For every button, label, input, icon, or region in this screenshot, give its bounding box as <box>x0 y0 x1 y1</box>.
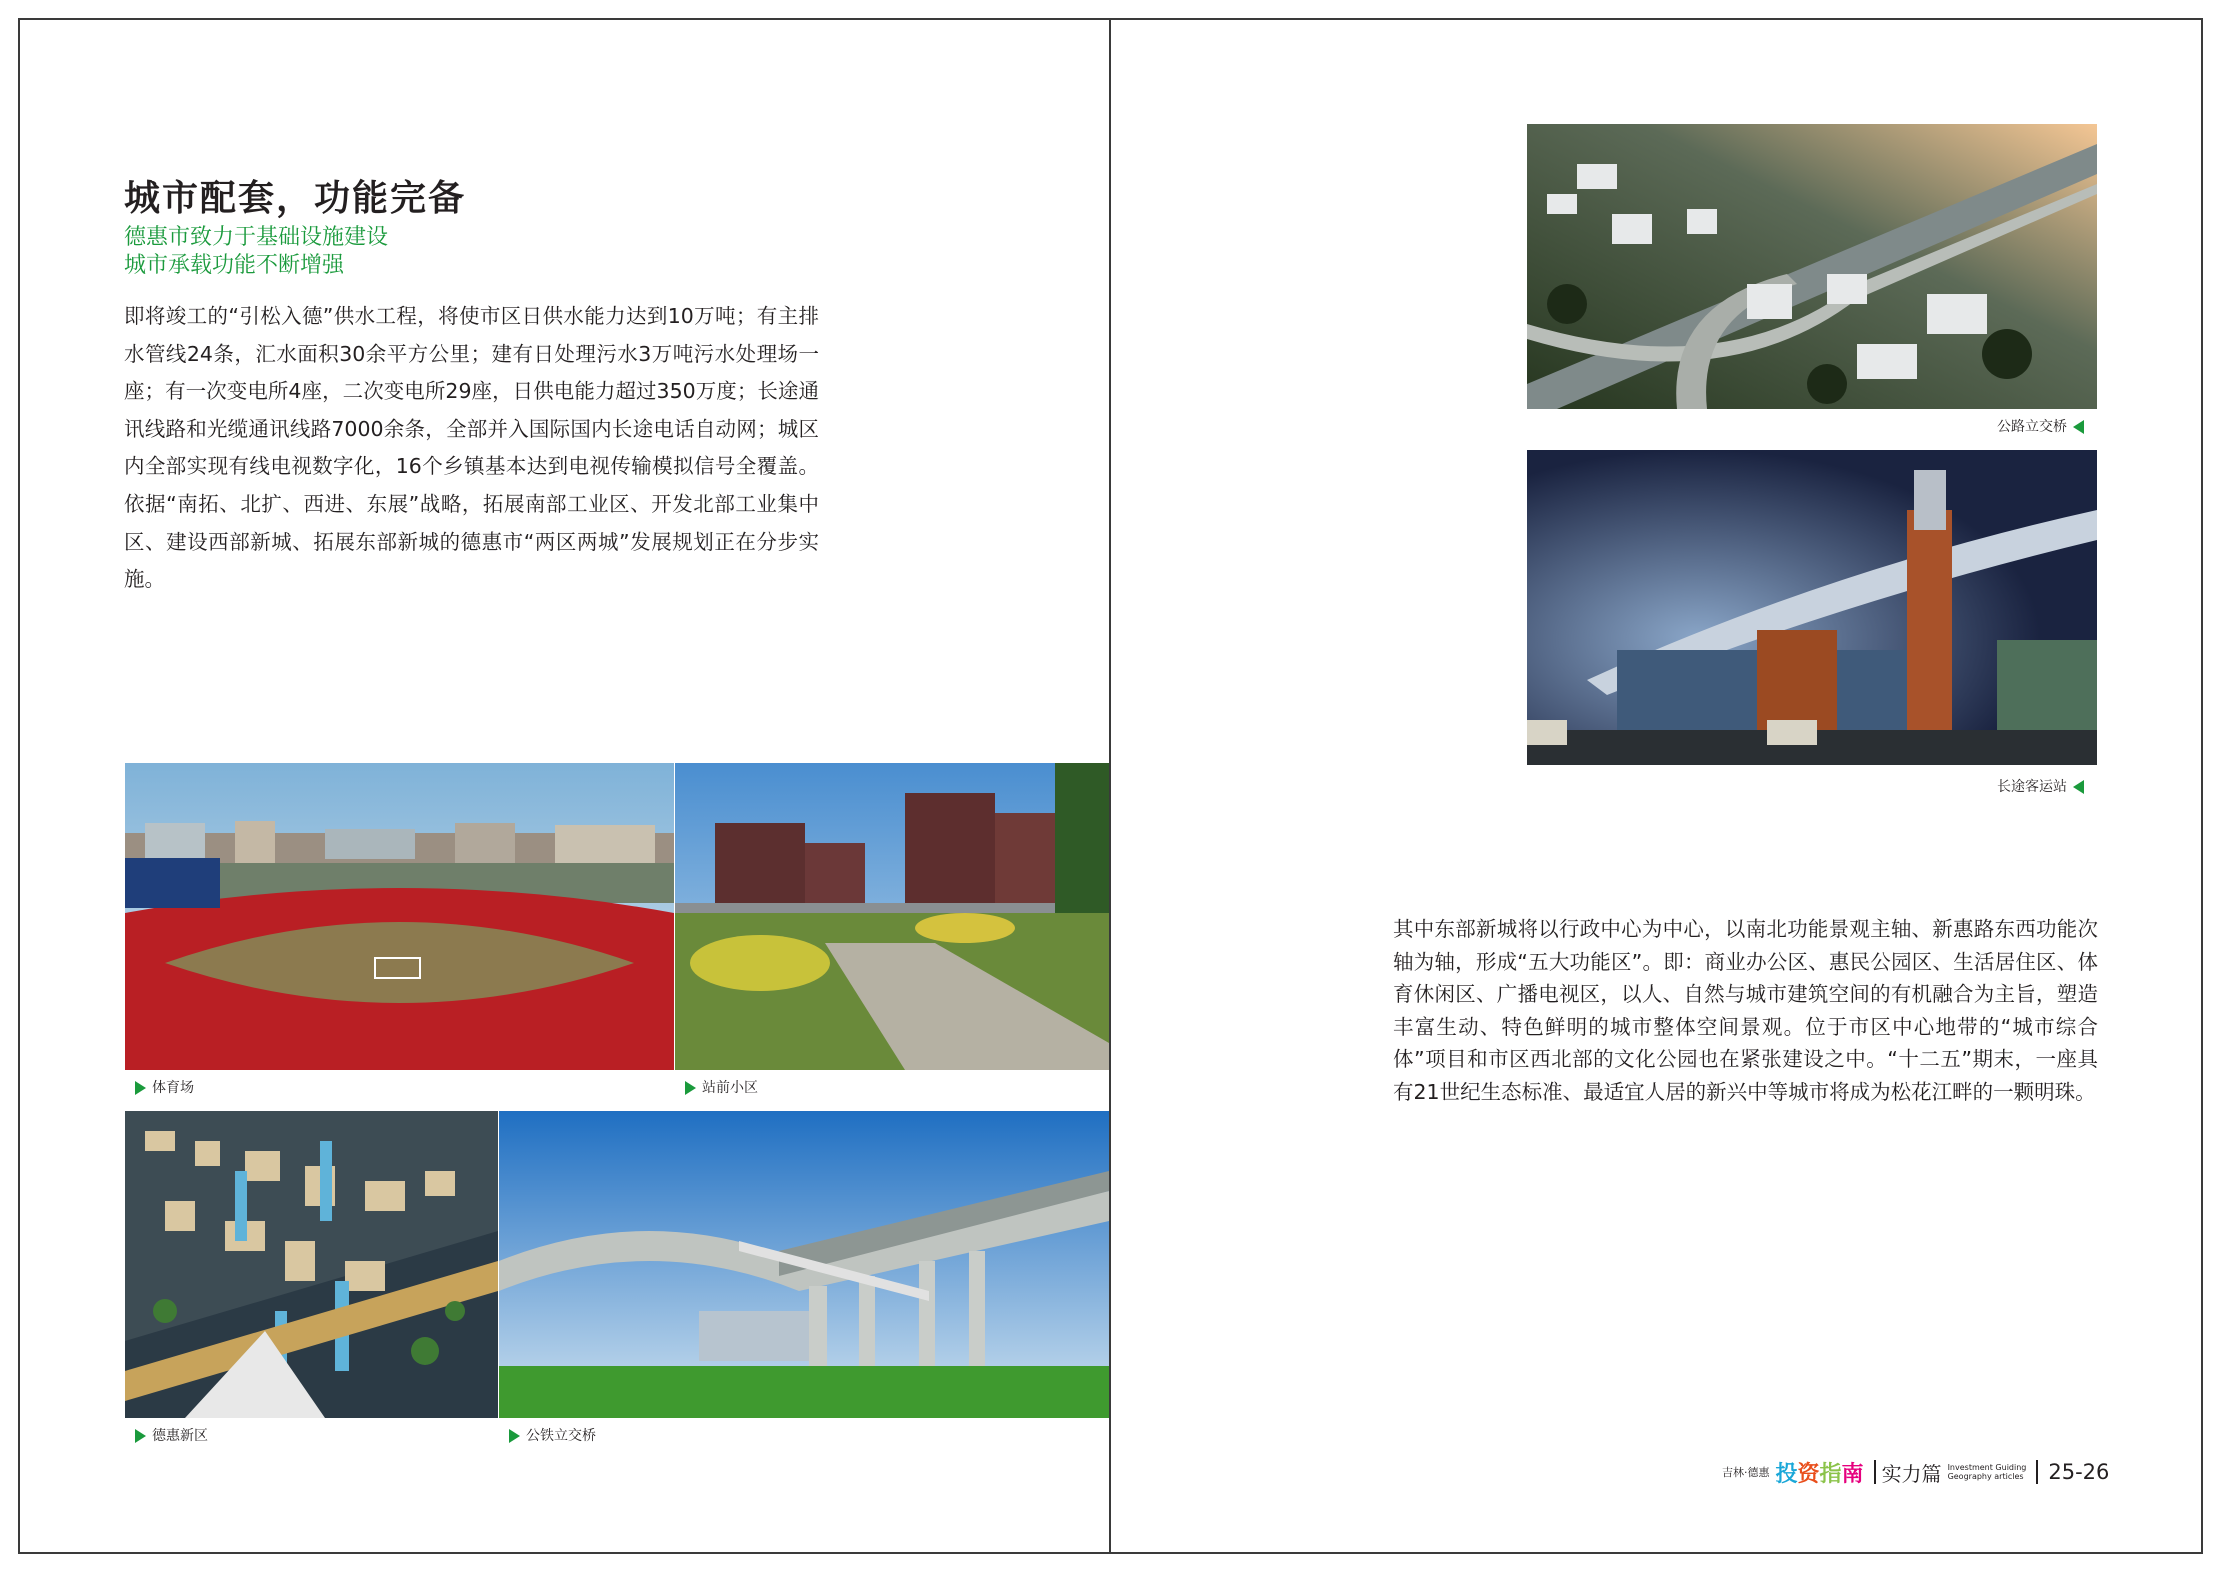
subtitle-line-2: 城市承载功能不断增强 <box>124 253 345 278</box>
brand-char-3: 指 <box>1819 1461 1842 1487</box>
photo-bus-terminal <box>1527 450 2097 765</box>
footer-section: 实力篇 <box>1881 1461 1942 1486</box>
photo-stadium <box>125 763 674 1070</box>
page-title: 城市配套，功能完备 <box>124 178 467 219</box>
play-triangle-icon <box>135 1081 146 1095</box>
book-spine <box>1109 18 1111 1554</box>
body-paragraph-right: 其中东部新城将以行政中心为中心，以南北功能景观主轴、新惠路东西功能次轴为轴，形成“五大功能区”。即：商业办公区、惠民公园区、生活居住区、体育休闲区、广播电视区，以人、自然与城市建筑空间的有机融合为主旨，塑造丰富生动、特色鲜明的城市整体空间景观。位于市区中心地带的“城市综合体”项目和市区西北部的文化公园也在紧张建设之中。“十二五”期末，一座具有21世纪生态标准、最适宜人居的新兴中等城市将成为松花江畔的一颗明珠。 <box>1393 917 2098 1104</box>
caption-stadium: 体育场 <box>135 1077 194 1097</box>
photo-station-residential <box>675 763 1109 1070</box>
footer-location: 吉林·德惠 <box>1722 1466 1770 1479</box>
page-numbers: 25-26 <box>2048 1460 2110 1484</box>
brand-char-4: 南 <box>1841 1461 1864 1487</box>
photo-rail-overpass <box>499 1111 1109 1418</box>
footer-divider <box>2036 1460 2038 1484</box>
footer-brand <box>1776 1457 1864 1488</box>
footer-english <box>1948 1463 2027 1481</box>
left-triangle-icon <box>2073 780 2084 794</box>
caption-rail-overpass: 公铁立交桥 <box>509 1425 596 1445</box>
footer-divider <box>1874 1460 1876 1484</box>
photo-highway-interchange <box>1527 124 2097 409</box>
caption-new-district: 德惠新区 <box>135 1425 208 1445</box>
brand-char-1: 投 <box>1775 1461 1798 1487</box>
caption-bus-terminal: 长途客运站 <box>1997 776 2084 796</box>
brand-char-2: 资 <box>1797 1461 1820 1487</box>
subtitle-line-1: 德惠市致力于基础设施建设 <box>124 225 389 250</box>
play-triangle-icon <box>685 1081 696 1095</box>
caption-station-residential: 站前小区 <box>685 1077 758 1097</box>
page-footer <box>1722 1455 2109 1489</box>
photo-new-district <box>125 1111 498 1418</box>
play-triangle-icon <box>509 1429 520 1443</box>
caption-highway-interchange: 公路立交桥 <box>1997 416 2084 436</box>
footer-english-line-1: Investment Guiding <box>1947 1463 2027 1472</box>
left-triangle-icon <box>2073 420 2084 434</box>
play-triangle-icon <box>135 1429 146 1443</box>
body-paragraph-left: 即将竣工的“引松入德”供水工程，将使市区日供水能力达到10万吨；有主排水管线24条，汇水面积30余平方公里；建有日处理污水3万吨污水处理场一座；有一次变电所4座，二次变电所29座，日供电能力超过350万度；长途通讯线路和光缆通讯线路7000余条，全部并入国际国内长途电话自动网；城区内全部实现有线电视数字化，16个乡镇基本达到电视传输模拟信号全覆盖。依据“南拓、北扩、西进、东展”战略，拓展南部工业区、开发北部工业集中区、建设西部新城、拓展东部新城的德惠市“两区两城”发展规划正在分步实施。 <box>124 304 819 592</box>
footer-english-line-2: Geography articles <box>1947 1472 2024 1481</box>
